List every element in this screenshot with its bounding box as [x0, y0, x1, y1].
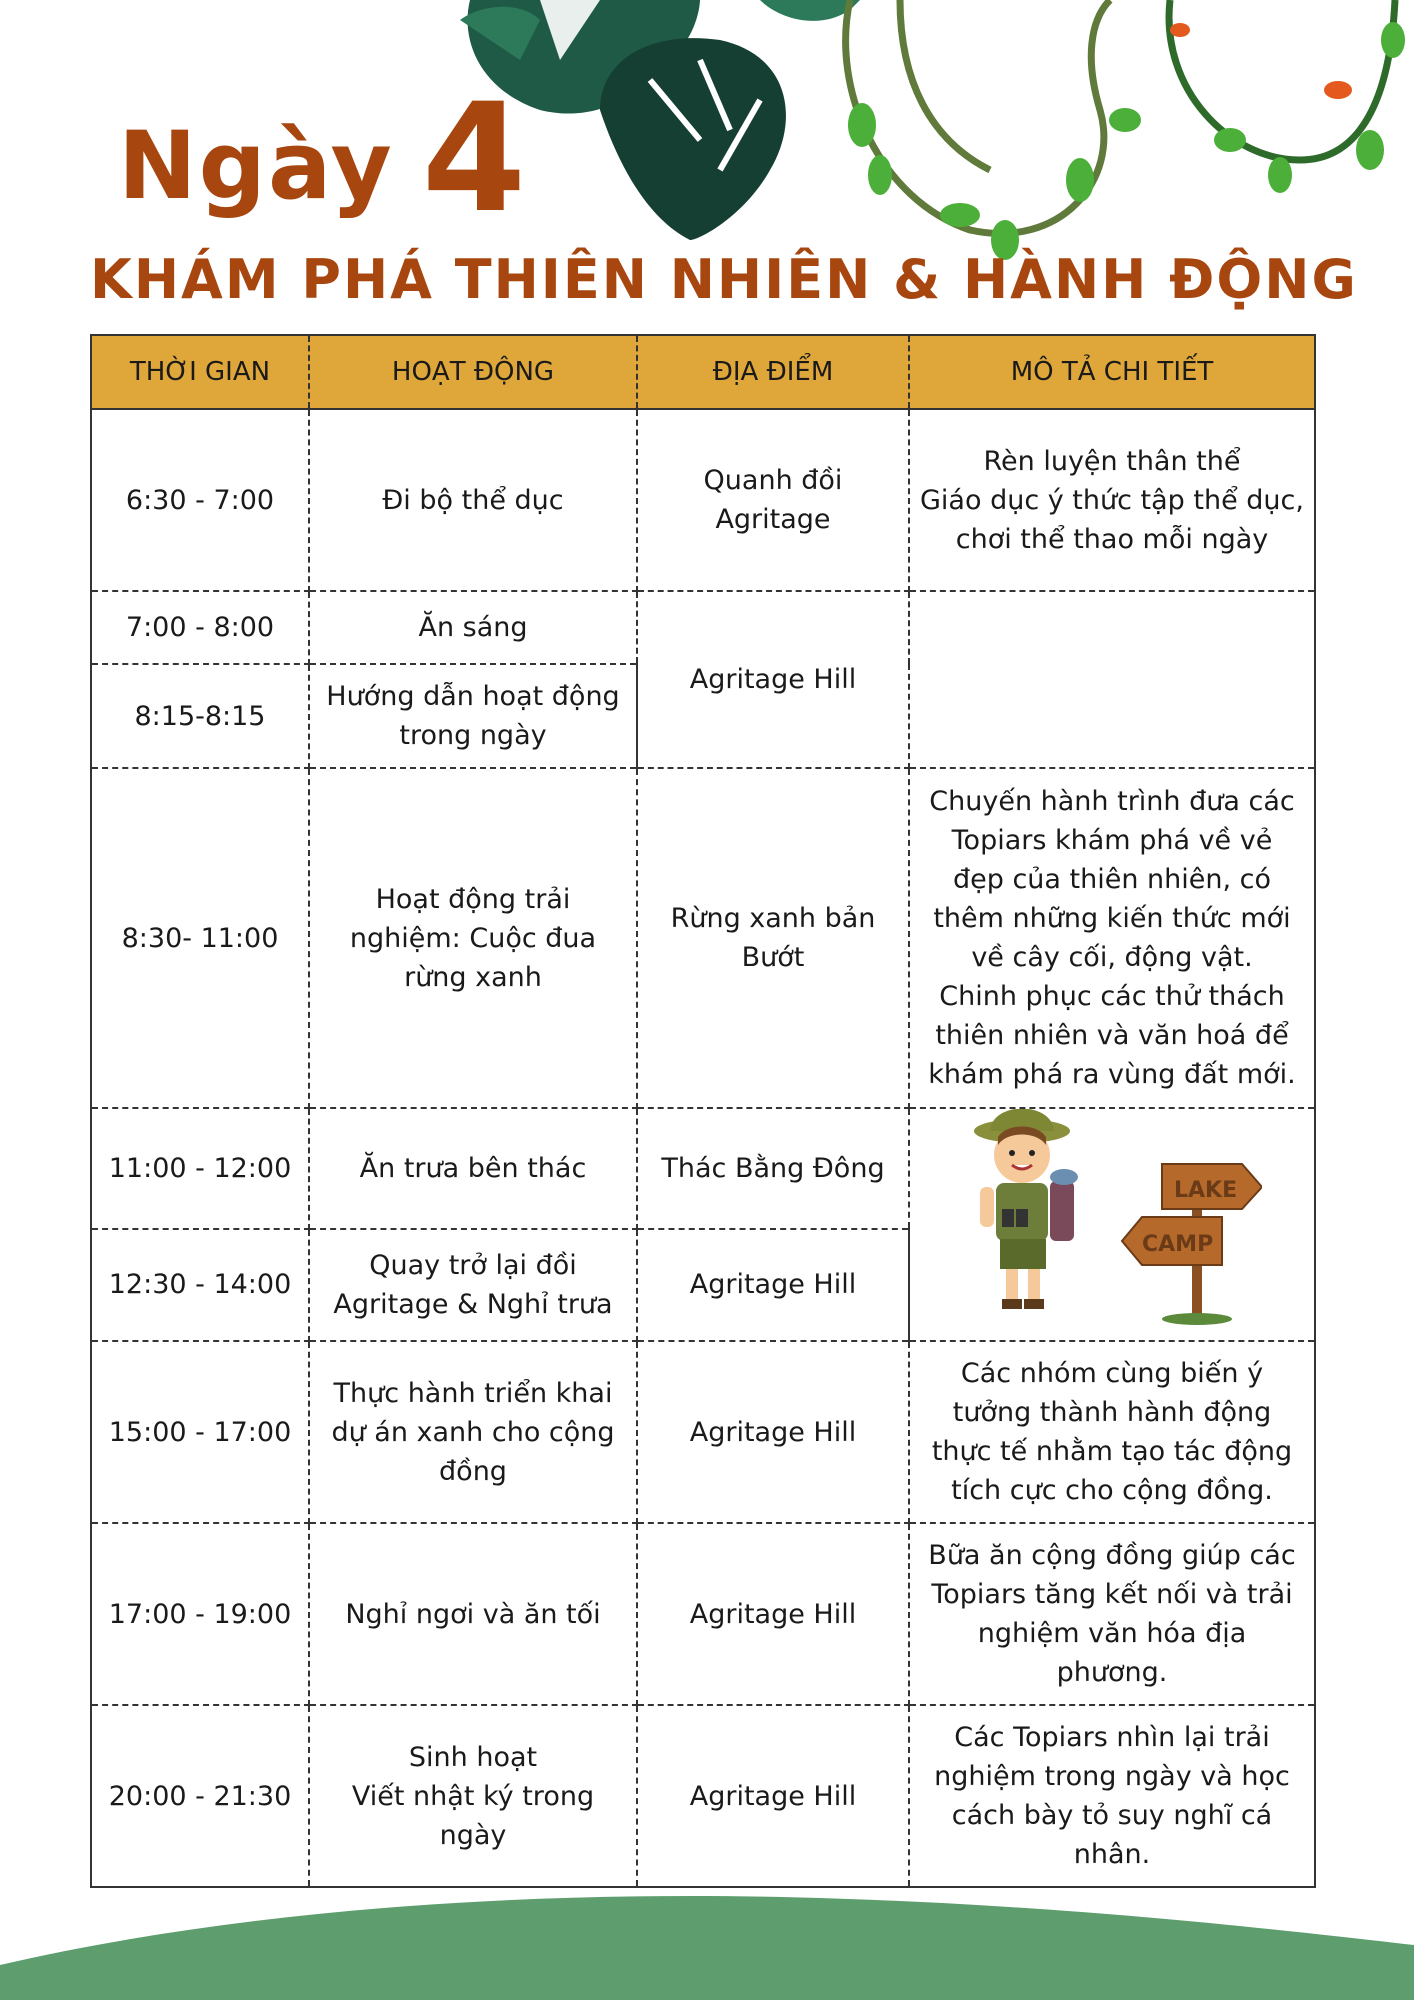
page-subtitle: KHÁM PHÁ THIÊN NHIÊN & HÀNH ĐỘNG: [90, 248, 1358, 311]
location-cell: Agritage Hill: [637, 1229, 909, 1341]
table-row: [91, 409, 1315, 591]
illustration-cell: [909, 1108, 1315, 1341]
time-cell: 15:00 - 17:00: [91, 1341, 309, 1523]
location-cell: Agritage Hill: [637, 1341, 909, 1523]
activity-cell: Hoạt động trải nghiệm: Cuộc đua rừng xanh: [309, 768, 637, 1108]
schedule-table: [90, 334, 1316, 1888]
activity-cell: Đi bộ thể dục: [309, 409, 637, 591]
table-row: [91, 1108, 1315, 1229]
time-cell: 12:30 - 14:00: [91, 1229, 309, 1341]
column-header-activity: HOẠT ĐỘNG: [309, 335, 637, 409]
table-row: [91, 1705, 1315, 1887]
column-header-time: THỜI GIAN: [91, 335, 309, 409]
description-cell: Các nhóm cùng biến ý tưởng thành hành động thực tế nhằm tạo tác động tích cực cho cộng đồng.: [909, 1341, 1315, 1523]
signpost-illustration: [1122, 1164, 1262, 1325]
description-cell: Rèn luyện thân thể Giáo dục ý thức tập thể dục, chơi thể thao mỗi ngày: [909, 409, 1315, 591]
table-row: [91, 768, 1315, 1108]
sign-camp-label: CAMP: [1142, 1232, 1214, 1257]
column-header-description: MÔ TẢ CHI TIẾT: [909, 335, 1315, 409]
description-cell: [909, 591, 1315, 768]
day-word: Ngày: [118, 112, 394, 221]
location-cell: Agritage Hill: [637, 1523, 909, 1705]
activity-cell: Ăn sáng: [309, 591, 637, 664]
day-title: [118, 60, 527, 246]
location-cell: Agritage Hill: [637, 591, 909, 768]
vine-leaves: [848, 22, 1405, 260]
table-row: [91, 1341, 1315, 1523]
table-row: [91, 1523, 1315, 1705]
table-header-row: [91, 335, 1315, 409]
location-cell: Rừng xanh bản Bướt: [637, 768, 909, 1108]
location-cell: Quanh đồi Agritage: [637, 409, 909, 591]
activity-cell: Quay trở lại đồi Agritage & Nghỉ trưa: [309, 1229, 637, 1341]
time-cell: 8:15-8:15: [91, 664, 309, 768]
sign-lake-label: LAKE: [1174, 1178, 1238, 1203]
description-cell: Các Topiars nhìn lại trải nghiệm trong ngày và học cách bày tỏ suy nghĩ cá nhân.: [909, 1705, 1315, 1887]
time-cell: 17:00 - 19:00: [91, 1523, 309, 1705]
time-cell: 6:30 - 7:00: [91, 409, 309, 591]
column-header-location: ĐỊA ĐIỂM: [637, 335, 909, 409]
time-cell: 11:00 - 12:00: [91, 1108, 309, 1229]
activity-cell: Sinh hoạt Viết nhật ký trong ngày: [309, 1705, 637, 1887]
activity-cell: Hướng dẫn hoạt động trong ngày: [309, 664, 637, 768]
time-cell: 20:00 - 21:30: [91, 1705, 309, 1887]
activity-cell: Ăn trưa bên thác: [309, 1108, 637, 1229]
scout-illustration: [962, 1109, 1262, 1329]
day-number: 4: [421, 72, 527, 246]
bottom-wave-decoration: [0, 1890, 1414, 2000]
time-cell: 8:30- 11:00: [91, 768, 309, 1108]
location-cell: Thác Bằng Đông: [637, 1108, 909, 1229]
description-cell: Chuyến hành trình đưa các Topiars khám phá về vẻ đẹp của thiên nhiên, có thêm những kiến thức mới về cây cối, động vật. Chinh phục các thử thách thiên nhiên và văn hoá để khám phá ra vùng đất mới.: [909, 768, 1315, 1108]
description-cell: Bữa ăn cộng đồng giúp các Topiars tăng kết nối và trải nghiệm văn hóa địa phương.: [909, 1523, 1315, 1705]
activity-cell: Thực hành triển khai dự án xanh cho cộng đồng: [309, 1341, 637, 1523]
boy-scout-illustration: [974, 1109, 1078, 1309]
time-cell: 7:00 - 8:00: [91, 591, 309, 664]
location-cell: Agritage Hill: [637, 1705, 909, 1887]
table-row: [91, 591, 1315, 664]
activity-cell: Nghỉ ngơi và ăn tối: [309, 1523, 637, 1705]
